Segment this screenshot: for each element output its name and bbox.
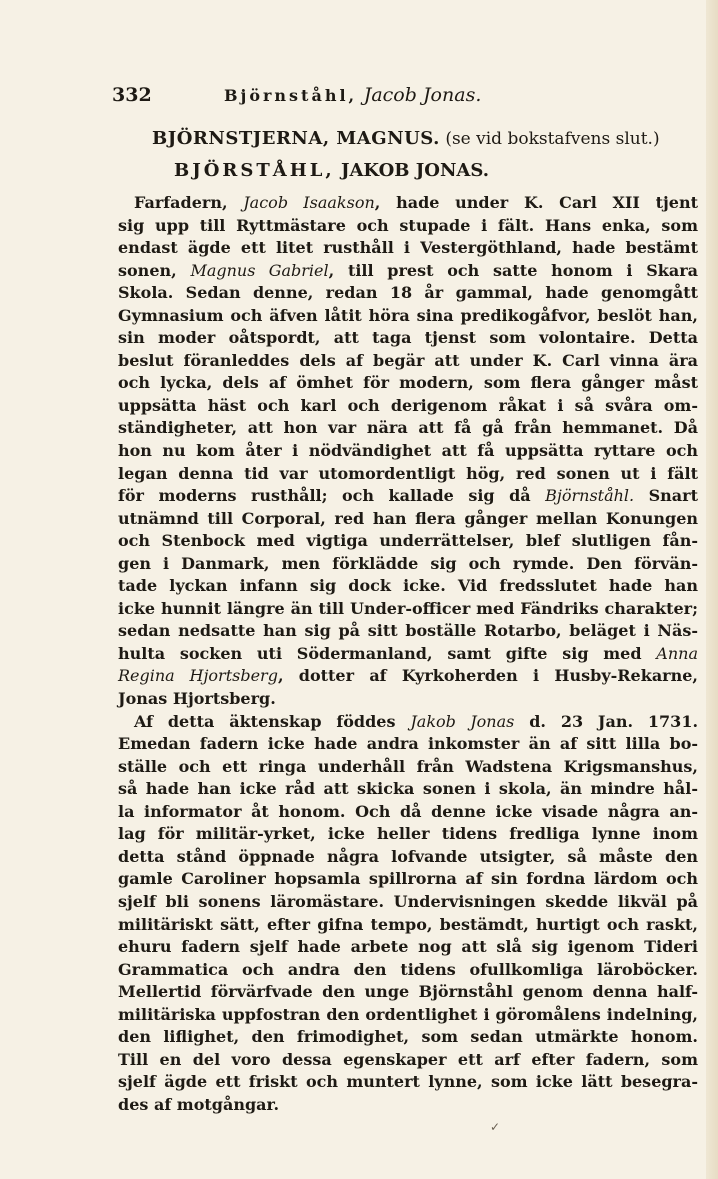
text-line bbox=[118, 417, 698, 440]
text-line bbox=[118, 891, 698, 914]
text-line bbox=[118, 688, 698, 711]
running-surname: Björnståhl, bbox=[224, 86, 358, 105]
text-segment: militäriska uppfostran den ordentlighet i göromålens indelning, bbox=[118, 1004, 698, 1024]
text-line bbox=[118, 598, 698, 621]
text-line bbox=[118, 553, 698, 576]
text-segment: ehuru fadern sjelf hade arbete nog att slå sig igenom Tideri bbox=[118, 937, 698, 957]
italic-name: Björnståhl. bbox=[545, 486, 635, 506]
text-segment: Skola. Sedan denne, redan 18 år gammal, hade genomgått bbox=[118, 283, 698, 303]
text-segment: des af motgångar. bbox=[118, 1094, 280, 1114]
text-line bbox=[118, 395, 698, 418]
text-line bbox=[118, 530, 698, 553]
text-segment: ställe och ett ringa underhåll från Wadstena Krigsmanshus, bbox=[118, 756, 698, 776]
running-forenames: Jacob Jonas. bbox=[363, 84, 482, 106]
text-line bbox=[118, 1026, 698, 1049]
pencil-mark: ✓ bbox=[490, 1120, 501, 1134]
text-line bbox=[118, 846, 698, 869]
text-line bbox=[118, 823, 698, 846]
text-segment: d. 23 Jan. 1731. bbox=[514, 711, 699, 731]
text-line bbox=[118, 1049, 698, 1072]
text-segment: Emedan fadern icke hade andra inkomster än af sitt lilla bo- bbox=[118, 734, 698, 754]
text-line bbox=[118, 215, 698, 238]
text-segment: sjelf bli sonens läromästare. Undervisningen skedde likväl på bbox=[118, 891, 698, 911]
text-line bbox=[118, 192, 698, 215]
text-line bbox=[118, 620, 698, 643]
text-line bbox=[118, 756, 698, 779]
text-segment: endast ägde ett litet rusthåll i Vestergöthland, hade bestämt bbox=[118, 238, 698, 258]
text-segment: , till prest och satte honom i Skara bbox=[328, 260, 699, 280]
italic-name: Jacob Isaakson bbox=[243, 193, 375, 212]
text-segment: Grammatica och andra den tidens ofullkomliga läroböcker. bbox=[118, 959, 698, 979]
running-header bbox=[112, 84, 672, 114]
text-line bbox=[118, 711, 698, 734]
text-segment: och lycka, dels af ömhet för modern, som flera gånger måst bbox=[118, 373, 698, 393]
text-segment: gen i Danmark, men förklädde sig och rymde. Den förvän- bbox=[118, 553, 698, 573]
running-title bbox=[224, 84, 481, 106]
italic-name: Jakob Jonas bbox=[410, 711, 515, 731]
text-segment: beslut föranleddes dels af begär att under K. Carl vinna ära bbox=[118, 350, 698, 370]
text-segment: , hade under K. Carl XII tjent bbox=[374, 193, 698, 212]
italic-name: Magnus Gabriel bbox=[190, 260, 329, 280]
text-line bbox=[118, 440, 698, 463]
entry-surname: BJÖRSTÅHL, bbox=[174, 160, 335, 181]
text-line bbox=[118, 260, 698, 283]
text-segment: detta stånd öppnade några lofvande utsigter, så måste den bbox=[118, 846, 698, 866]
text-segment: Till en del voro dessa egenskaper ett arf efter fadern, som bbox=[118, 1049, 698, 1069]
biography-text bbox=[118, 192, 698, 1116]
text-segment: sonen, bbox=[118, 260, 191, 280]
text-segment: Jonas Hjortsberg. bbox=[118, 689, 276, 709]
text-segment: hon nu kom åter i nödvändighet att få uppsätta ryttare och bbox=[118, 441, 698, 461]
text-line bbox=[118, 305, 698, 328]
text-segment: Af detta äktenskap föddes bbox=[134, 711, 411, 731]
text-segment: ständigheter, att hon var nära att få gå från hemmanet. Då bbox=[118, 418, 698, 438]
text-segment: den liflighet, den frimodighet, som sedan utmärkte honom. bbox=[118, 1027, 698, 1047]
text-line bbox=[118, 575, 698, 598]
text-line bbox=[118, 508, 698, 531]
page-number: 332 bbox=[112, 84, 152, 106]
text-line bbox=[118, 282, 698, 305]
cross-reference-note: (se vid bokstafvens slut.) bbox=[445, 129, 660, 149]
text-segment: utnämnd till Corporal, red han flera gånger mellan Konungen bbox=[118, 508, 698, 528]
text-segment: legan denna tid var utomordentligt hög, red sonen ut i fält bbox=[118, 463, 698, 483]
text-line bbox=[118, 936, 698, 959]
text-segment: sedan nedsatte han sig på sitt boställe Rotarbo, beläget i Näs- bbox=[118, 621, 698, 641]
text-line bbox=[118, 868, 698, 891]
text-line bbox=[118, 237, 698, 260]
text-line bbox=[118, 981, 698, 1004]
italic-name: Regina Hjortsberg bbox=[118, 666, 278, 686]
text-line bbox=[118, 778, 698, 801]
text-segment: uppsätta häst och karl och derigenom råkat i så svåra om- bbox=[118, 395, 698, 415]
text-segment: så hade han icke råd att skicka sonen i skola, än mindre hål- bbox=[118, 779, 698, 799]
text-line bbox=[118, 733, 698, 756]
text-segment: Farfadern, bbox=[134, 193, 244, 212]
text-line bbox=[118, 463, 698, 486]
text-line bbox=[118, 643, 698, 666]
text-segment: Snart bbox=[634, 486, 698, 506]
text-segment: la informator åt honom. Och då denne icke visade några an- bbox=[118, 801, 698, 821]
text-line bbox=[118, 801, 698, 824]
text-segment: lag för militär-yrket, icke heller tidens fredliga lynne inom bbox=[118, 824, 698, 844]
text-line bbox=[118, 1094, 698, 1117]
text-segment: för moderns rusthåll; och kallade sig då bbox=[118, 486, 546, 506]
text-segment: sin moder oåtspordt, att taga tjenst som volontaire. Detta bbox=[118, 328, 698, 348]
text-segment: Gymnasium och äfven låtit höra sina predikogåfvor, beslöt han, bbox=[118, 305, 698, 325]
text-segment: sig upp till Ryttmästare och stupade i fält. Hans enka, som bbox=[118, 215, 698, 235]
text-line bbox=[118, 1071, 698, 1094]
entry-heading-bjorstahl bbox=[174, 160, 489, 181]
text-line bbox=[118, 372, 698, 395]
entry-heading-bjornstjerna bbox=[152, 128, 660, 149]
entry-given-names: JAKOB JONAS. bbox=[340, 160, 489, 181]
text-segment: sjelf ägde ett friskt och muntert lynne, som icke lätt besegra- bbox=[118, 1072, 698, 1092]
text-line bbox=[118, 327, 698, 350]
text-line bbox=[118, 959, 698, 982]
text-segment: Mellertid förvärfvade den unge Björnståhl genom denna half- bbox=[118, 982, 698, 1002]
text-segment: gamle Caroliner hopsamla spillrorna af sin fordna lärdom och bbox=[118, 869, 698, 889]
entry-name: BJÖRNSTJERNA, MAGNUS. bbox=[152, 128, 440, 149]
italic-name: Anna bbox=[656, 643, 698, 663]
text-segment: hulta socken uti Södermanland, samt gifte sig med bbox=[118, 643, 657, 663]
text-segment: , dotter af Kyrkoherden i Husby-Rekarne, bbox=[277, 666, 698, 686]
text-segment: icke hunnit längre än till Under-officer med Fändriks charakter; bbox=[118, 598, 698, 618]
text-segment: tade lyckan infann sig dock icke. Vid fredsslutet hade han bbox=[118, 576, 698, 596]
text-line bbox=[118, 665, 698, 688]
text-line bbox=[118, 914, 698, 937]
text-segment: militäriskt sätt, efter gifna tempo, bestämdt, hurtigt och raskt, bbox=[118, 914, 698, 934]
text-segment: och Stenbock med vigtiga underrättelser, blef slutligen fån- bbox=[118, 531, 698, 551]
text-line bbox=[118, 1004, 698, 1027]
text-line bbox=[118, 485, 698, 508]
text-line bbox=[118, 350, 698, 373]
page-edge bbox=[706, 0, 718, 1179]
